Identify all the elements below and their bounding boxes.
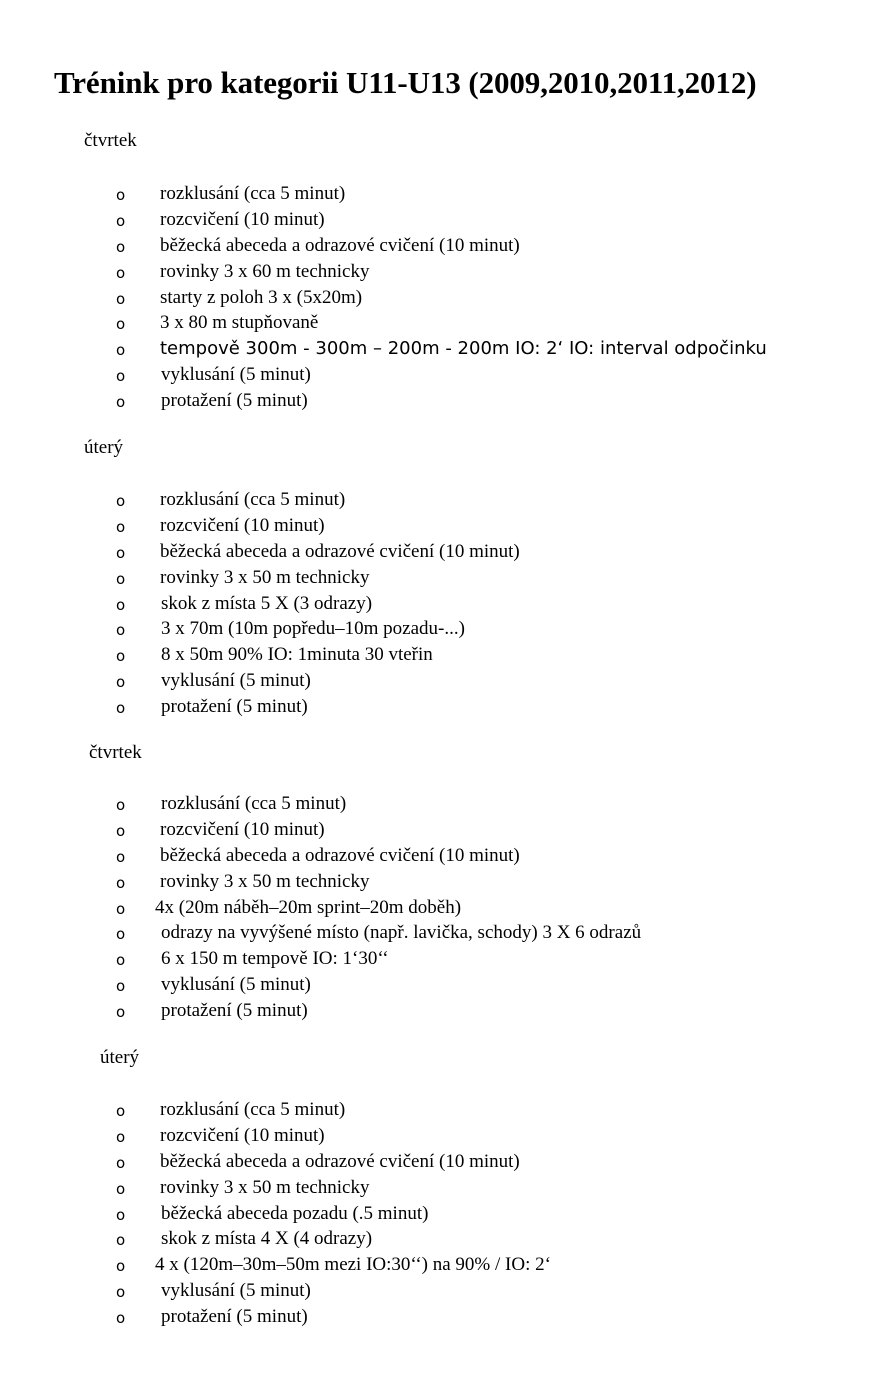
list-item-text: odrazy na vyvýšené místo (např. lavička, schody) 3 X 6 odrazů — [161, 922, 642, 944]
list-item — [0, 669, 872, 695]
list-item-text: rozcvičení (10 minut) — [160, 818, 325, 840]
list-item — [0, 286, 872, 312]
bullet-marker: o — [116, 263, 126, 282]
list-item-text: 6 x 150 m tempově IO: 1‘30‘‘ — [161, 948, 389, 970]
bullet-marker: o — [116, 796, 126, 814]
list-item — [0, 1202, 872, 1228]
list-item-text: rozcvičení (10 minut) — [160, 1124, 325, 1146]
list-item — [0, 695, 872, 721]
bullet-marker: o — [116, 699, 126, 718]
list-item-text: běžecká abeceda pozadu (.5 minut) — [161, 1202, 429, 1224]
list-item-text: rovinky 3 x 50 m technicky — [160, 566, 370, 588]
list-item-text: rozklusání (cca 5 minut) — [160, 1099, 346, 1120]
list-item-text: běžecká abeceda a odrazové cvičení (10 minut) — [160, 540, 520, 562]
list-item-text: 3 x 70m (10m popředu–10m pozadu-...) — [161, 618, 465, 640]
list-item — [0, 1227, 872, 1253]
list-item-text: protažení (5 minut) — [161, 1306, 308, 1328]
list-item — [0, 947, 872, 973]
bullet-marker: o — [116, 925, 126, 944]
list-item — [0, 260, 872, 286]
bullet-marker: o — [116, 341, 126, 360]
bullet-marker: o — [116, 821, 126, 840]
list-item — [0, 870, 872, 896]
list-item-text: protažení (5 minut) — [161, 1000, 308, 1022]
list-item — [0, 999, 872, 1025]
document-title: Trénink pro kategorii U11-U13 (2009,2010,2011,2012) — [54, 65, 757, 100]
list-item-text: protažení (5 minut) — [161, 696, 308, 718]
list-item — [0, 488, 872, 514]
bullet-marker: o — [116, 951, 126, 970]
bullet-marker: o — [116, 289, 126, 308]
list-item — [0, 592, 872, 618]
list-item-text: běžecká abeceda a odrazové cvičení (10 minut) — [160, 1150, 520, 1172]
day-heading-thursday-2: čtvrtek — [89, 742, 142, 763]
bullet-marker: o — [116, 595, 126, 614]
list-item — [0, 1150, 872, 1176]
list-item-text: 4 x (120m–30m–50m mezi IO:30‘‘) na 90% / IO: 2‘ — [155, 1254, 551, 1276]
bullet-marker: o — [116, 517, 126, 536]
bullet-marker: o — [116, 1283, 126, 1302]
bullet-marker: o — [116, 1309, 126, 1328]
list-item-text: 4x (20m náběh–20m sprint–20m doběh) — [155, 896, 462, 918]
list-item — [0, 1305, 872, 1331]
bullet-marker: o — [116, 1153, 126, 1172]
exercise-list-4 — [0, 1098, 872, 1331]
list-item-text: vyklusání (5 minut) — [161, 364, 311, 386]
bullet-marker: o — [116, 1102, 126, 1120]
bullet-marker: o — [116, 621, 126, 640]
bullet-marker: o — [116, 315, 126, 334]
bullet-marker: o — [116, 847, 126, 866]
bullet-marker: o — [116, 1257, 126, 1276]
list-item — [0, 363, 872, 389]
exercise-list-2 — [0, 488, 872, 721]
bullet-marker: o — [116, 873, 126, 892]
list-item — [0, 792, 872, 818]
list-item — [0, 389, 872, 415]
day-heading-tuesday-1: úterý — [84, 437, 124, 458]
list-item — [0, 818, 872, 844]
exercise-list-1 — [0, 182, 872, 415]
bullet-marker: o — [116, 237, 126, 256]
list-item — [0, 1279, 872, 1305]
list-item-text: skok z místa 5 X (3 odrazy) — [161, 592, 373, 614]
list-item — [0, 1098, 872, 1124]
list-item-text: rozklusání (cca 5 minut) — [160, 489, 346, 510]
day-heading-thursday-1: čtvrtek — [84, 130, 137, 151]
bullet-marker: o — [116, 569, 126, 588]
list-item — [0, 643, 872, 669]
list-item — [0, 896, 872, 922]
bullet-marker: o — [116, 647, 126, 666]
bullet-marker: o — [116, 211, 126, 230]
list-item — [0, 514, 872, 540]
list-item-text: rozklusání (cca 5 minut) — [160, 183, 346, 204]
list-item — [0, 182, 872, 208]
bullet-marker: o — [116, 1003, 126, 1022]
list-item — [0, 844, 872, 870]
bullet-marker: o — [116, 543, 126, 562]
list-item — [0, 973, 872, 999]
list-item-text: vyklusání (5 minut) — [161, 1280, 311, 1302]
list-item-text: starty z poloh 3 x (5x20m) — [160, 286, 363, 308]
list-item-text: skok z místa 4 X (4 odrazy) — [161, 1228, 373, 1250]
list-item-text: vyklusání (5 minut) — [161, 974, 311, 996]
list-item-text: rozcvičení (10 minut) — [160, 514, 325, 536]
list-item-text: rozcvičení (10 minut) — [160, 208, 325, 230]
list-item — [0, 208, 872, 234]
bullet-marker: o — [116, 1205, 126, 1224]
list-item-text: 3 x 80 m stupňovaně — [160, 312, 319, 334]
bullet-marker: o — [116, 977, 126, 996]
bullet-marker: o — [116, 673, 126, 692]
list-item — [0, 311, 872, 337]
bullet-marker: o — [116, 367, 126, 386]
list-item — [0, 566, 872, 592]
bullet-marker: o — [116, 899, 126, 918]
list-item — [0, 337, 872, 363]
bullet-marker: o — [116, 186, 126, 204]
bullet-marker: o — [116, 1231, 126, 1250]
bullet-marker: o — [116, 1127, 126, 1146]
list-item — [0, 1124, 872, 1150]
exercise-list-3 — [0, 792, 872, 1025]
list-item — [0, 234, 872, 260]
list-item-text: rovinky 3 x 50 m technicky — [160, 870, 370, 892]
list-item — [0, 1253, 872, 1279]
bullet-marker: o — [116, 393, 126, 412]
bullet-marker: o — [116, 492, 126, 510]
list-item-text: rozklusání (cca 5 minut) — [161, 793, 347, 814]
list-item-text: běžecká abeceda a odrazové cvičení (10 minut) — [160, 234, 520, 256]
list-item-text: 8 x 50m 90% IO: 1minuta 30 vteřin — [161, 644, 433, 666]
list-item — [0, 921, 872, 947]
list-item — [0, 540, 872, 566]
day-heading-tuesday-2: úterý — [100, 1047, 140, 1068]
list-item-text: tempově 300m - 300m – 200m - 200m IO: 2‘ IO: interval odpočinku — [160, 338, 767, 360]
list-item — [0, 617, 872, 643]
list-item-text: protažení (5 minut) — [161, 390, 308, 412]
list-item-text: běžecká abeceda a odrazové cvičení (10 minut) — [160, 844, 520, 866]
list-item-text: vyklusání (5 minut) — [161, 670, 311, 692]
bullet-marker: o — [116, 1179, 126, 1198]
list-item — [0, 1176, 872, 1202]
list-item-text: rovinky 3 x 60 m technicky — [160, 260, 370, 282]
list-item-text: rovinky 3 x 50 m technicky — [160, 1176, 370, 1198]
